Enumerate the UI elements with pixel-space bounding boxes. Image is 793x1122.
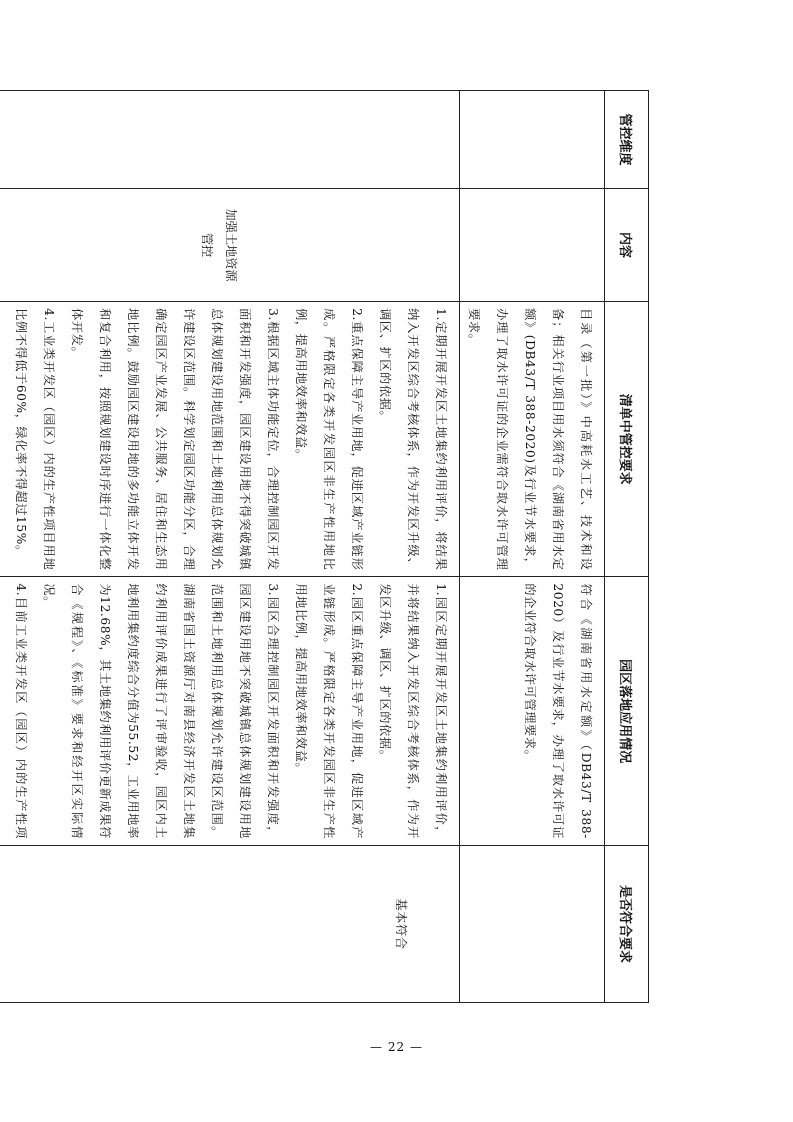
row2-dimension: [0, 91, 460, 189]
row1-dimension: [460, 91, 605, 189]
requirement-item: 4.工业类开发区（园区）内的生产性项目用地比例不得低于60%，绿化率不得超过15%。: [14, 308, 56, 571]
row1-content: [460, 188, 605, 301]
rotated-table-wrapper: [14, 90, 649, 1003]
header-compliant: 是否符合要求: [605, 845, 649, 1002]
status-item: 4.目前工业类开发区（园区）内的生产性项: [14, 583, 28, 839]
requirement-item: 3.根据区域主体功能定位，合理控制园区开发面积和开发强度，园区建设用地不得突破城镇总体规划建设用地范围和土地利用总体规划允许建设区范围。科学划定园区功能分区，合理确定园区产业发展、公共服务、居住和生态用地比例。鼓励园区建设用地的多功能立体开发和复合利用，按照规划建设时序进行一体化整体开发。: [70, 308, 280, 571]
row2-compliant: [0, 845, 460, 1002]
row1-requirement: 目录（第一批）》中高耗水工艺、技术和设备；相关行业项目用水须符合《湖南省用水定额》(DB43/T 388-2020)及行业节水要求，办理了取水许可证的企业需符合取水许可管理要求。: [460, 302, 605, 577]
row1-compliant: [460, 845, 605, 1002]
table-header-row: [605, 91, 649, 1003]
table-row: [0, 91, 460, 1003]
status-item: 1.园区定期开展开发区土地集约利用评价，并将结果纳入开发区综合考核体系，作为开发区升级、调区、扩区的依据。: [378, 583, 448, 839]
compliance-status: 基本符合: [394, 898, 408, 950]
status-item: 3.园区合理控制园区开发面积和开发强度，园区建设用地不突破城镇总体规划建设用地范围和土地利用总体规划允许建设区范围。湖南省国土资源厅对南县经济开发区土地集约利用评价成果进行了评审验收，园区内土地利用集约度综合分值为55.52，工业用地率为12.68%，其土地集约利用评价更新成果符合《规程》、《标准》要求和经开区实际情况。: [42, 583, 280, 839]
row2-content: 加强土地资源管控: [0, 188, 460, 301]
header-status: 园区落地应用情况: [605, 577, 649, 846]
row1-status: 符合《湖南省用水定额》（DB43/T 388-2020）及行业节水要求，办理了取水许可证的企业符合取水许可管理要求。: [460, 577, 605, 846]
control-requirements-table: [0, 90, 649, 1003]
header-dimension: 管控维度: [605, 91, 649, 189]
row2-status: [0, 577, 460, 846]
table-row: [460, 91, 605, 1003]
header-requirement: 清单中管控要求: [605, 302, 649, 577]
status-item: 2.园区重点保障主导产业用地，促进区域产业链形成。严格限定各类开发园区非生产性用地比例，提高用地效率和效益。: [294, 583, 364, 839]
requirement-item: 2.重点保障主导产业用地，促进区域产业链形成。严格限定各类开发园区非生产性用地比例，提高用地效率和效益。: [294, 308, 364, 571]
requirement-item: 1.定期开展开发区土地集约利用评价，将结果纳入开发区综合考核体系，作为开发区升级、调区、扩区的依据。: [378, 308, 448, 571]
page-number: — 22 —: [370, 1040, 423, 1054]
header-content: 内容: [605, 188, 649, 301]
row2-requirement: [0, 302, 460, 577]
